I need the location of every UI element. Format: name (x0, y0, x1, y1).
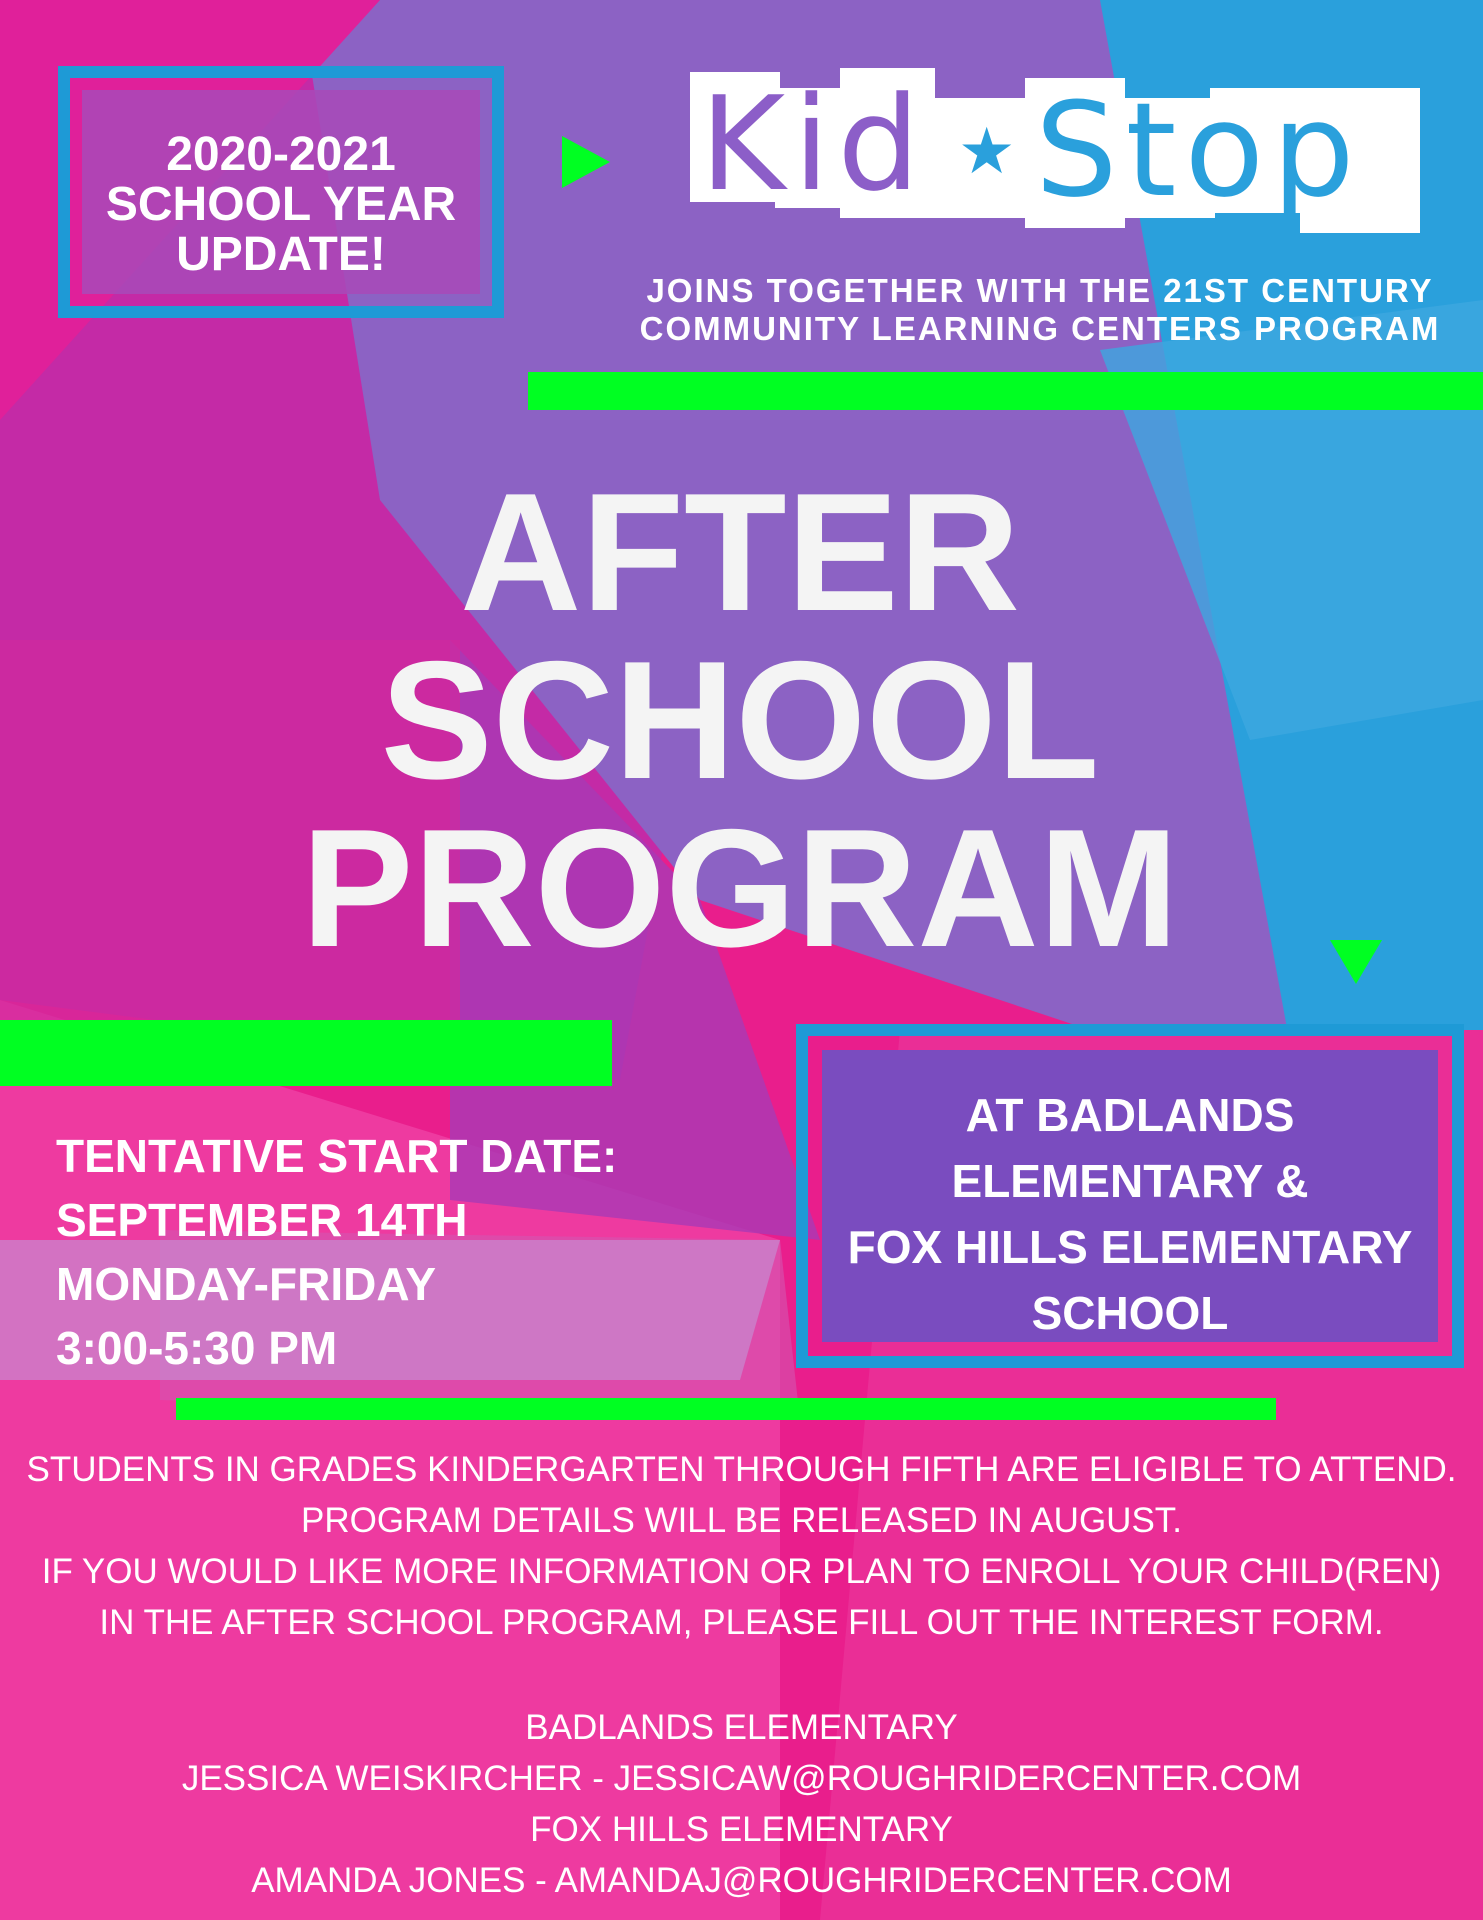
headline-line3: PROGRAM (301, 794, 1179, 982)
year-badge-line1: 2020-2021 (166, 128, 396, 181)
schedule-line1: TENTATIVE START DATE: (56, 1130, 618, 1182)
schedule-line3: MONDAY-FRIDAY (56, 1258, 436, 1310)
contacts (0, 1702, 1483, 1906)
divider-left (0, 1020, 612, 1086)
tagline-line2: COMMUNITY LEARNING CENTERS PROGRAM (639, 310, 1441, 347)
schedule-line4: 3:00-5:30 PM (56, 1322, 338, 1374)
schedule (56, 1124, 696, 1380)
info-line4: IN THE AFTER SCHOOL PROGRAM, PLEASE FILL OUT THE INTEREST FORM. (99, 1603, 1384, 1642)
green-down-arrow-icon (1330, 940, 1382, 984)
divider-top (528, 372, 1483, 410)
headline-line2: SCHOOL (380, 626, 1100, 814)
headline (180, 458, 1300, 982)
info-line3: IF YOU WOULD LIKE MORE INFORMATION OR PLAN TO ENROLL YOUR CHILD(REN) (41, 1552, 1442, 1591)
info-line2: PROGRAM DETAILS WILL BE RELEASED IN AUGUST. (300, 1501, 1183, 1540)
contact-person2: AMANDA JONES - AMANDAJ@ROUGHRIDERCENTER.COM (251, 1861, 1232, 1900)
logo-kid-text: Kid (700, 68, 928, 220)
tagline-line1: JOINS TOGETHER WITH THE 21ST CENTURY (646, 272, 1434, 309)
location-line3: FOX HILLS ELEMENTARY (847, 1221, 1413, 1273)
tagline (620, 272, 1460, 348)
green-arrow-icon (562, 136, 610, 188)
info-text (0, 1444, 1483, 1648)
location-text (822, 1082, 1438, 1346)
star-icon: ★ (958, 115, 1016, 187)
info-line1: STUDENTS IN GRADES KINDERGARTEN THROUGH FIFTH ARE ELIGIBLE TO ATTEND. (26, 1450, 1457, 1489)
kidstop-logo (690, 68, 1430, 238)
headline-line1: AFTER (460, 458, 1020, 646)
contact-school2: FOX HILLS ELEMENTARY (530, 1810, 953, 1849)
year-badge-text (82, 130, 480, 280)
location-line1: AT BADLANDS (965, 1089, 1295, 1141)
contact-person1: JESSICA WEISKIRCHER - JESSICAW@ROUGHRIDERCENTER.COM (181, 1759, 1302, 1798)
logo-stop-text: Stop (1035, 74, 1363, 226)
location-line4: SCHOOL (1031, 1287, 1229, 1339)
year-badge-line2: SCHOOL YEAR (105, 178, 457, 231)
contact-school1: BADLANDS ELEMENTARY (525, 1708, 958, 1747)
divider-bottom (176, 1398, 1276, 1420)
year-badge-line3: UPDATE! (176, 228, 386, 281)
location-line2: ELEMENTARY & (951, 1155, 1309, 1207)
schedule-line2: SEPTEMBER 14TH (56, 1194, 468, 1246)
